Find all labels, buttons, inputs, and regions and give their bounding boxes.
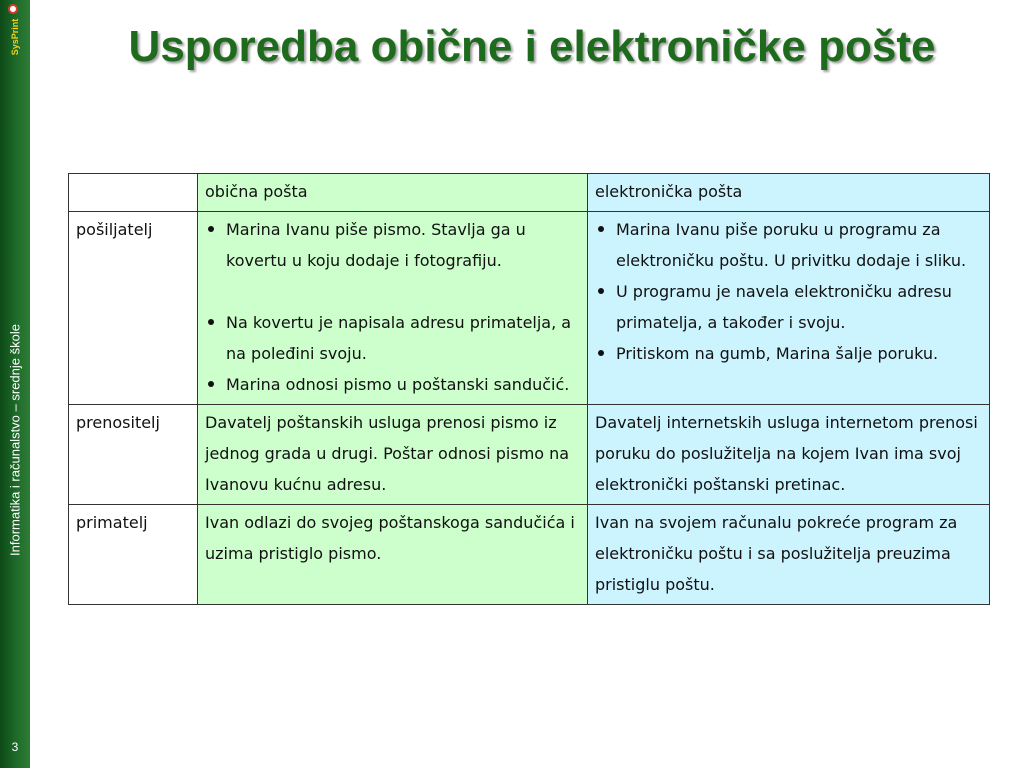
carrier-ordinary-cell: Davatelj poštanskih usluga prenosi pismo iz jednog grada u drugi. Poštar odnosi pismo na Ivanovu kućnu adresu. xyxy=(198,405,588,505)
sidebar-band xyxy=(0,0,30,768)
recipient-electronic-cell: Ivan na svojem računalu pokreće program za elektroničku poštu i sa poslužitelja preuzima pristiglu poštu. xyxy=(588,505,990,605)
recipient-ordinary-cell: Ivan odlazi do svojeg poštanskoga sandučića i uzima pristiglo pismo. xyxy=(198,505,588,605)
list-item: Na kovertu je napisala adresu primatelja, a na poleđini svoju. xyxy=(205,307,580,369)
list-item: U programu je navela elektroničku adresu primatelja, a također i svoju. xyxy=(595,276,982,338)
header-ordinary-mail: obična pošta xyxy=(198,174,588,212)
row-label-sender: pošiljatelj xyxy=(69,212,198,405)
table-row xyxy=(69,505,990,605)
row-label-recipient: primatelj xyxy=(69,505,198,605)
carrier-electronic-cell: Davatelj internetskih usluga internetom prenosi poruku do poslužitelja na kojem Ivan ima svoj elektronički poštanski pretinac. xyxy=(588,405,990,505)
logo-text: SysPrint xyxy=(10,18,20,56)
comparison-table xyxy=(68,173,990,605)
list-item: Marina odnosi pismo u poštanski sandučić. xyxy=(205,369,580,400)
sender-electronic-cell xyxy=(588,212,990,405)
slide-title: Usporedba obične i elektroničke pošte xyxy=(128,22,936,71)
list-item: Marina Ivanu piše pismo. Stavlja ga u kovertu u koju dodaje i fotografiju. xyxy=(205,214,580,276)
list-item: Marina Ivanu piše poruku u programu za elektroničku poštu. U privitku dodaje i sliku. xyxy=(595,214,982,276)
sysprint-logo xyxy=(4,4,26,62)
header-electronic-mail: elektronička pošta xyxy=(588,174,990,212)
logo-ring-icon xyxy=(8,4,18,14)
row-label-carrier: prenositelj xyxy=(69,405,198,505)
list-item: Pritiskom na gumb, Marina šalje poruku. xyxy=(595,338,982,369)
sender-ordinary-list xyxy=(205,214,580,400)
sidebar-subtitle: Informatika i računalstvo – srednje škole xyxy=(7,324,23,556)
header-empty-cell xyxy=(69,174,198,212)
table-header-row xyxy=(69,174,990,212)
table-row xyxy=(69,212,990,405)
sender-ordinary-cell xyxy=(198,212,588,405)
page-number: 3 xyxy=(11,740,19,754)
sender-electronic-list xyxy=(595,214,982,369)
table-row xyxy=(69,405,990,505)
